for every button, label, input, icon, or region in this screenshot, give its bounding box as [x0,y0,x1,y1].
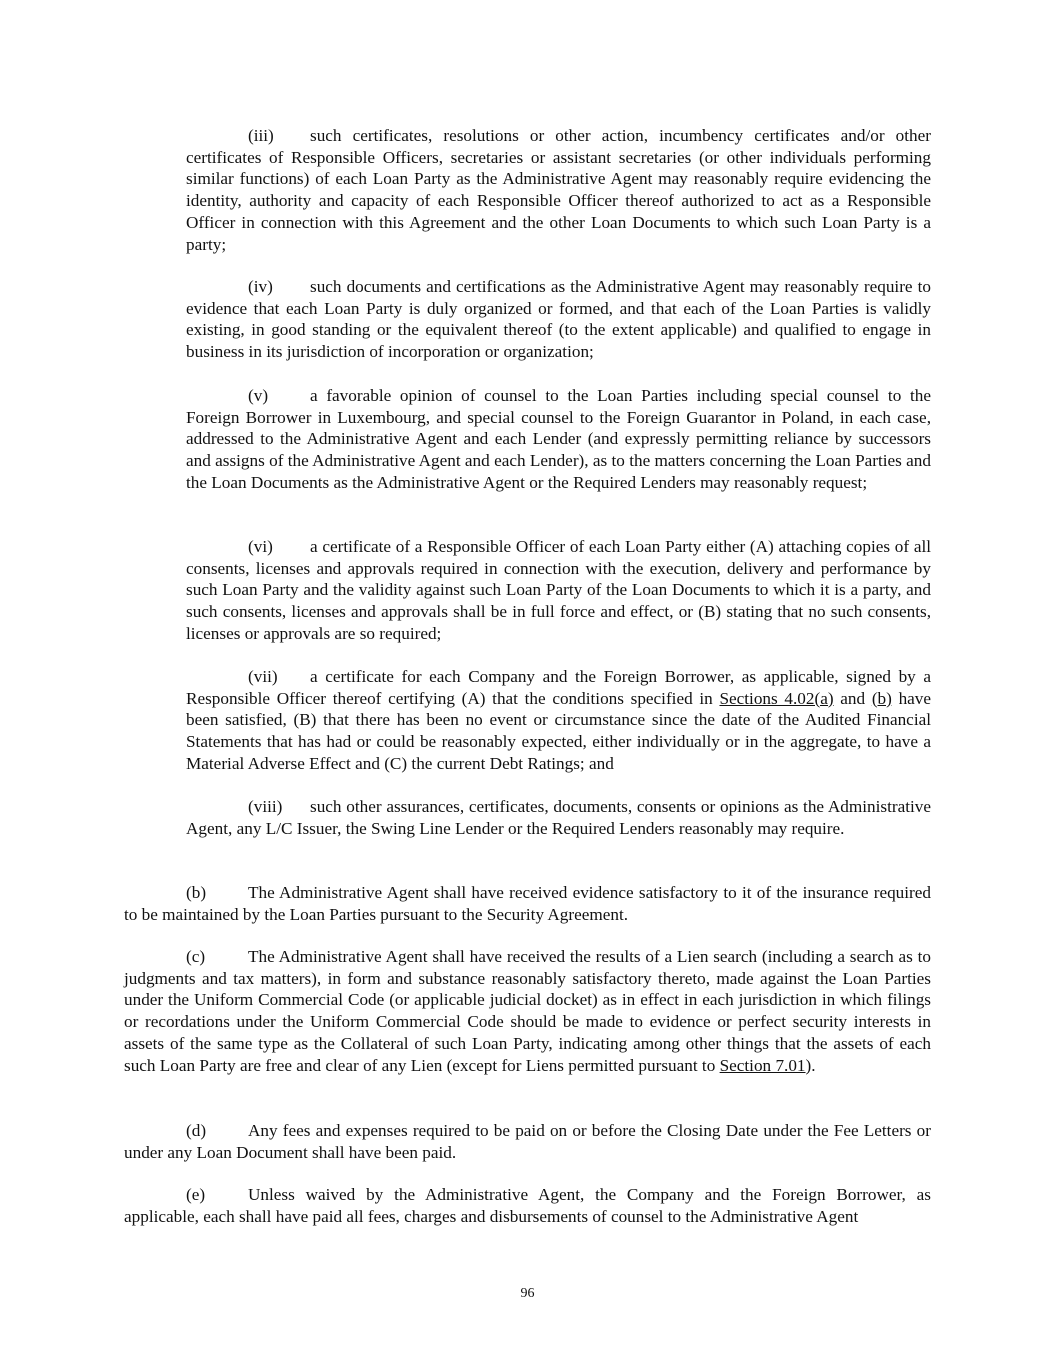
paragraph-text: Unless waived by the Administrative Agent, the Company and the Foreign Borrower, as applicable, each shall have paid all fees, charges and disbursements of counsel to the Administrative Agent [124,1185,931,1226]
paragraph-text: The Administrative Agent shall have received the results of a Lien search (including a search as to judgments and tax matters), in form and substance reasonably satisfactory thereto, made against the Loan Parties under the Uniform Commercial Code (or applicable judicial docket) as in effect in each jurisdiction in which filings or recordations under the Uniform Commercial Code should be made to evidence or perfect security interests in assets of the same type as the Collateral of such Loan Party, indicating among other things that the assets of each such Loan Party are free and clear of any Lien (except for Liens permitted pursuant to [124,947,931,1075]
section-reference-link: (b) [871,688,892,708]
paragraph-text: a certificate of a Responsible Officer of each Loan Party either (A) attaching copies of all consents, licenses and approvals required in connection with the execution, delivery and performance by such Loan Party and the validity against such Loan Party of the Loan Documents to which it is a party, and such consents, licenses and approvals shall be in full force and effect, or (B) stating that no such consents, licenses or approvals are so required; [186,537,931,643]
paragraph-text: a certificate for each Company and the Foreign Borrower, as applicable, signed by a Responsible Officer thereof certifying (A) that the conditions specified in [186,667,931,708]
paragraph-label: (b) [186,883,207,902]
section-reference-link: Section 7.01 [719,1055,806,1075]
paragraph-text: have been satisfied, (B) that there has been no event or circumstance since the date of the Audited Financial Statements that has had or could be reasonably expected, either individually or in the aggregate, to have a Material Adverse Effect and (C) the current Debt Ratings; and [186,688,932,773]
paragraph-v [186,385,931,494]
paragraph-label: (v) [248,386,269,405]
paragraph-iii [186,125,931,255]
paragraph-label: (c) [186,947,206,966]
paragraph-label: (vii) [248,667,278,686]
paragraph-label: (iii) [248,126,274,145]
paragraph-iv [186,276,931,363]
paragraph-text: Any fees and expenses required to be paid on or before the Closing Date under the Fee Letters or under any Loan Document shall have been paid. [124,1121,931,1162]
paragraph-text: a favorable opinion of counsel to the Loan Parties including special counsel to the Foreign Borrower in Luxembourg, and special counsel to the Foreign Guarantor in Poland, in each case, addressed to the Administrative Agent and each Lender (and expressly permitting reliance by successors and assigns of the Administrative Agent and each Lender), as to the matters concerning the Loan Parties and the Loan Documents as the Administrative Agent or the Required Lenders may reasonably request; [186,386,931,492]
paragraph-text: ). [805,1055,816,1075]
paragraph-text: and [840,688,866,708]
page-number: 96 [520,1286,535,1301]
paragraph-text: The Administrative Agent shall have received evidence satisfactory to it of the insurance required to be maintained by the Loan Parties pursuant to the Security Agreement. [124,883,931,924]
paragraph-label: (d) [186,1121,207,1140]
paragraph-c [124,946,931,1076]
paragraph-label: (iv) [248,277,273,296]
paragraph-label: (viii) [248,797,283,816]
paragraph-viii [186,796,931,839]
paragraph-b [124,882,931,925]
paragraph-d [124,1120,931,1163]
paragraph-text: such other assurances, certificates, documents, consents or opinions as the Administrative Agent, any L/C Issuer, the Swing Line Lender or the Required Lenders reasonably may require. [186,797,931,838]
paragraph-e [124,1184,931,1227]
section-reference-link: Sections 4.02(a) [719,688,834,708]
paragraph-label: (e) [186,1185,206,1204]
paragraph-vii [186,666,931,775]
paragraph-text: such documents and certifications as the Administrative Agent may reasonably require to evidence that each Loan Party is duly organized or formed, and that each of the Loan Parties is validly existing, in good standing or the equivalent thereof (to the extent applicable) and qualified to engage in business in its jurisdiction of incorporation or organization; [186,277,931,362]
paragraph-vi [186,536,931,645]
paragraph-text: such certificates, resolutions or other action, incumbency certificates and/or other certificates of Responsible Officers, secretaries or assistant secretaries (or other individuals performing similar functions) of each Loan Party as the Administrative Agent may reasonably require evidencing the identity, authority and capacity of each Responsible Officer thereof authorized to act as a Responsible Officer in connection with this Agreement and the other Loan Documents to which such Loan Party is a party; [186,126,931,254]
paragraph-label: (vi) [248,537,273,556]
